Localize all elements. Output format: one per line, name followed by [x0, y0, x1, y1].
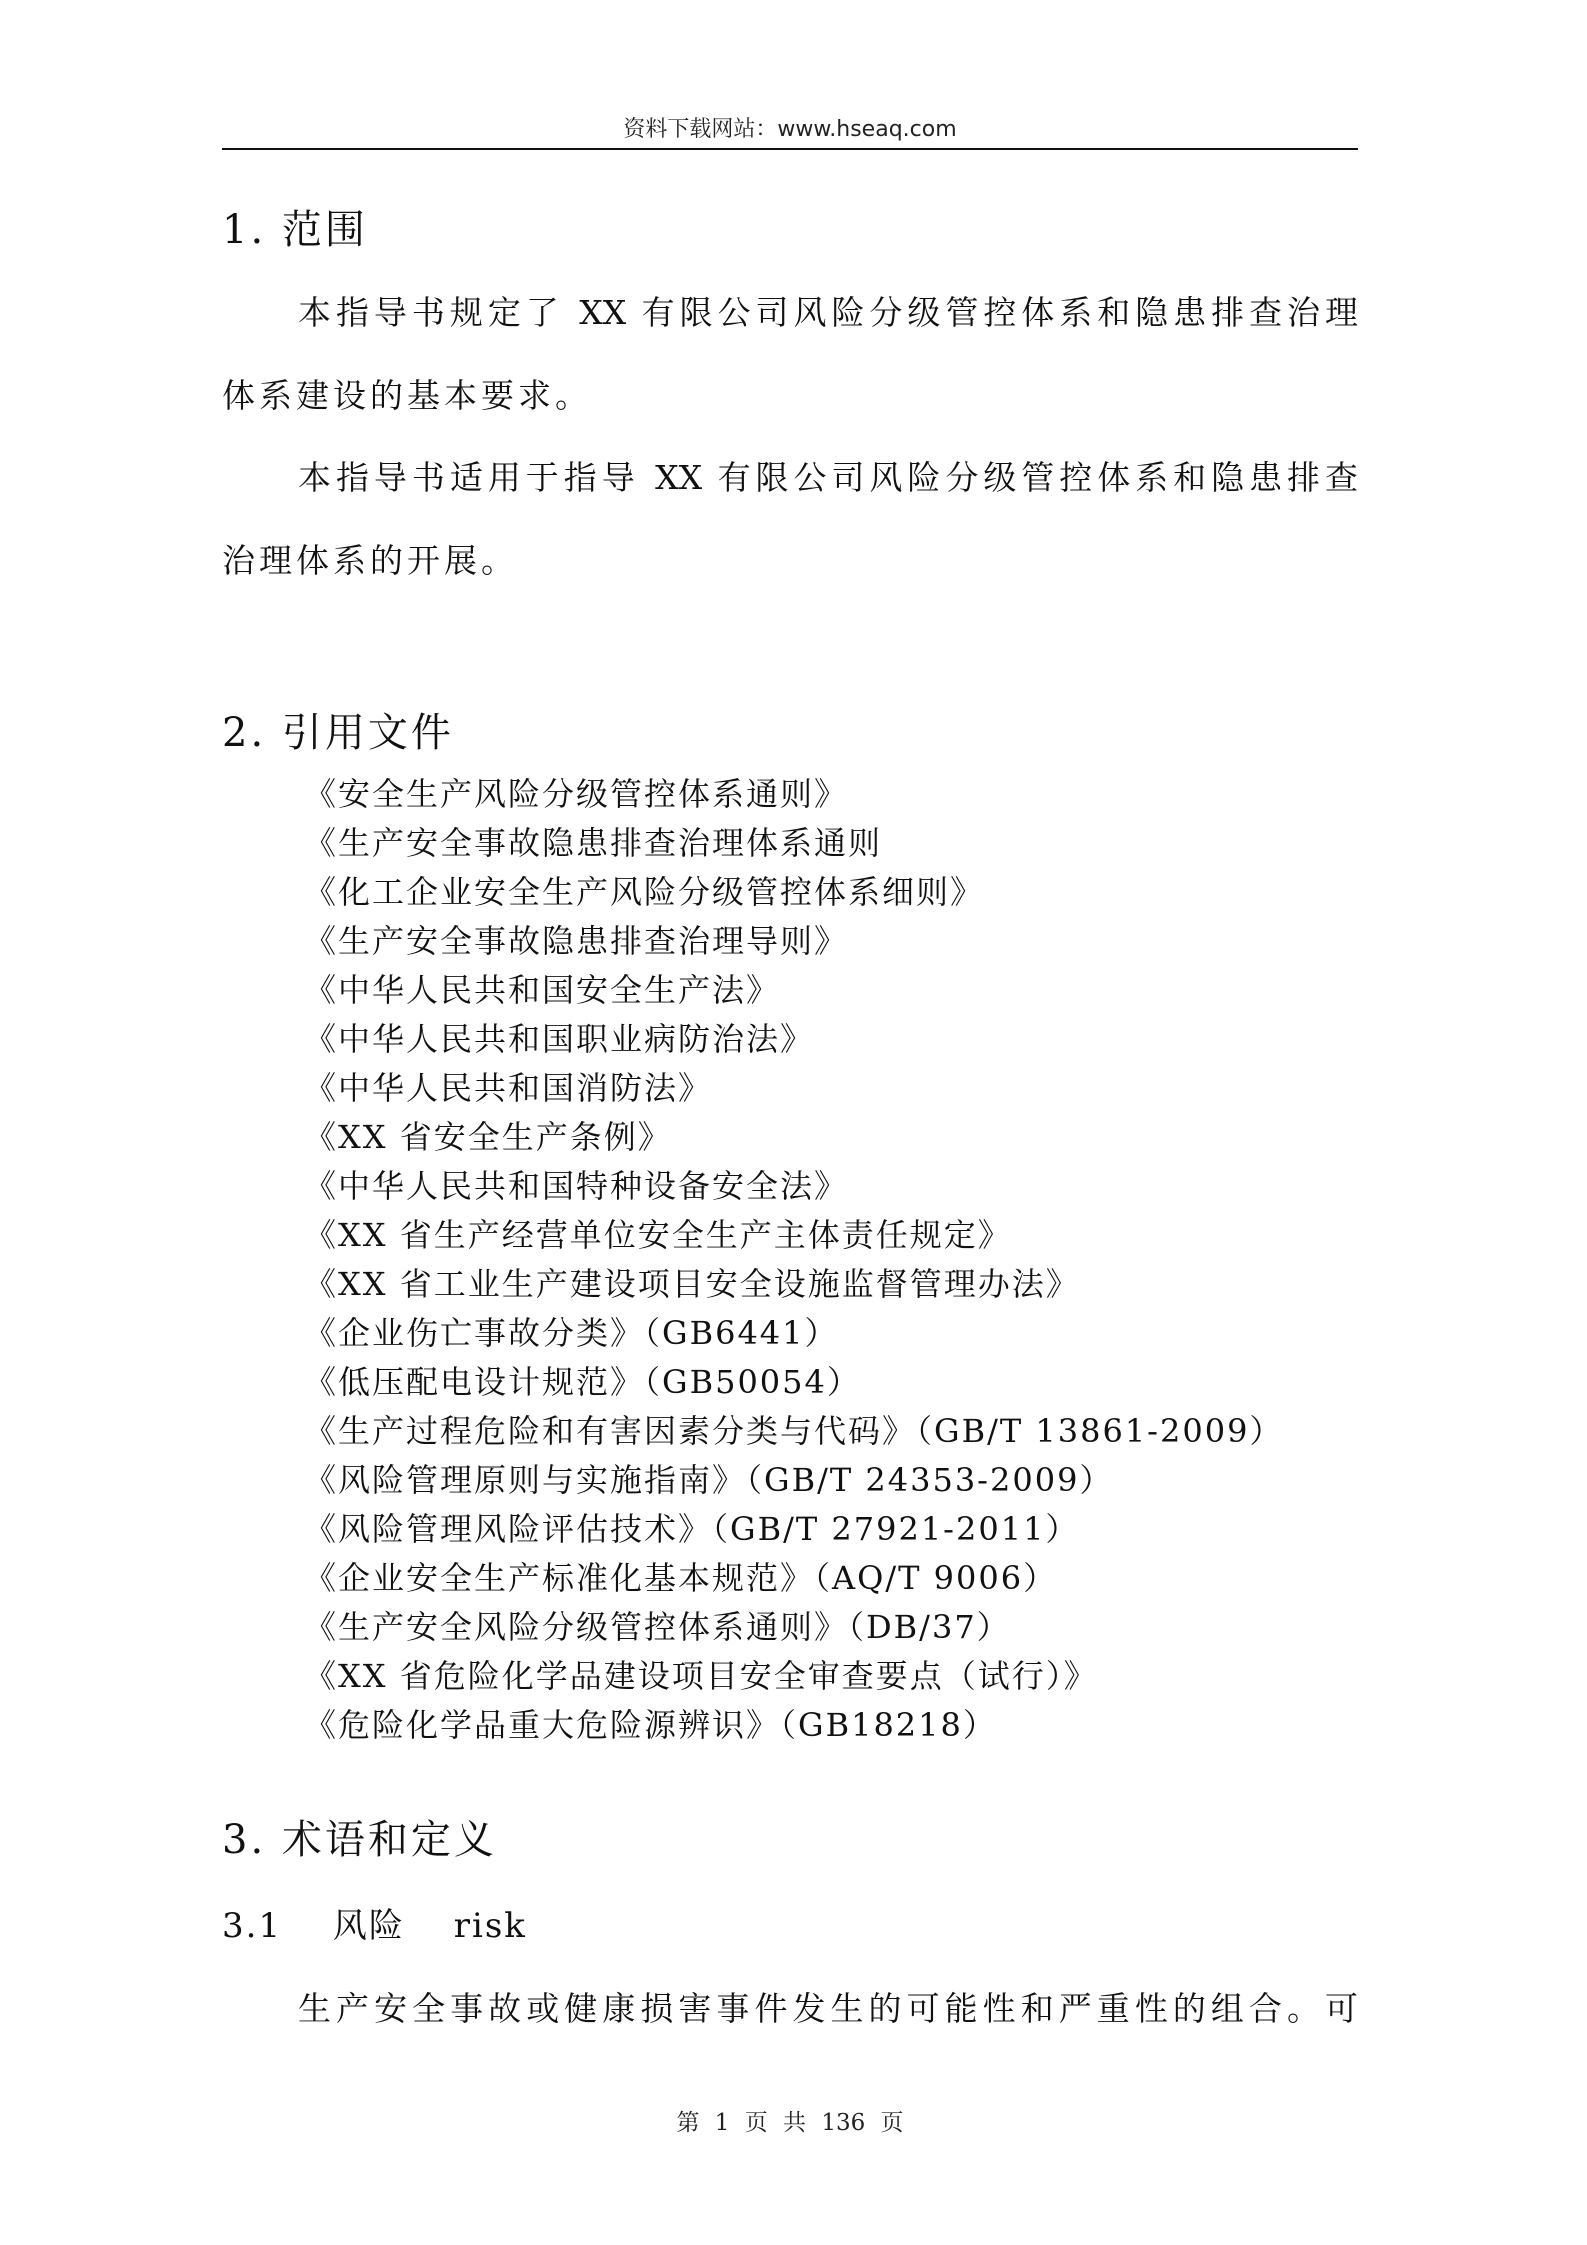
reference-item: 《安全生产风险分级管控体系通则》	[304, 775, 849, 813]
header-rule	[222, 148, 1358, 150]
reference-item: 《生产安全风险分级管控体系通则》（DB/37）	[304, 1608, 1011, 1646]
reference-list	[304, 770, 1358, 1750]
reference-item: 《XX 省危险化学品建设项目安全审查要点（试行）》	[304, 1657, 1098, 1695]
reference-item: 《低压配电设计规范》（GB50054）	[304, 1363, 861, 1401]
subsection-title-cn: 风险	[332, 1906, 405, 1946]
section-2-heading: 2. 引用文件	[222, 710, 454, 756]
reference-item: 《化工企业安全生产风险分级管控体系细则》	[304, 873, 985, 911]
subsection-number: 3.1	[222, 1906, 283, 1946]
section-1-para-2-line-1: 本指导书适用于指导 XX 有限公司风险分级管控体系和隐患排查	[298, 458, 1358, 497]
reference-item: 《生产安全事故隐患排查治理体系通则	[304, 824, 883, 862]
reference-item: 《XX 省生产经营单位安全生产主体责任规定》	[304, 1216, 1012, 1254]
reference-item: 《中华人民共和国职业病防治法》	[304, 1020, 815, 1058]
subsection-3-1-heading	[222, 1898, 527, 1947]
reference-item: 《企业伤亡事故分类》（GB6441）	[304, 1314, 839, 1352]
section-1-para-1-line-1: 本指导书规定了 XX 有限公司风险分级管控体系和隐患排查治理	[298, 293, 1358, 332]
reference-item: 《中华人民共和国消防法》	[304, 1069, 713, 1107]
section-1-para-2-line-2: 治理体系的开展。	[222, 541, 518, 580]
reference-item: 《XX 省工业生产建设项目安全设施监督管理办法》	[304, 1265, 1080, 1303]
page-header: 资料下载网站：www.hseaq.com	[623, 117, 957, 142]
section-3-para-1-line-1: 生产安全事故或健康损害事件发生的可能性和严重性的组合。可	[298, 1989, 1358, 2028]
reference-item: 《中华人民共和国特种设备安全法》	[304, 1167, 849, 1205]
reference-item: 《企业安全生产标准化基本规范》（AQ/T 9006）	[304, 1559, 1058, 1597]
reference-item: 《XX 省安全生产条例》	[304, 1118, 672, 1156]
reference-item: 《生产过程危险和有害因素分类与代码》（GB/T 13861-2009）	[304, 1412, 1284, 1450]
reference-item: 《生产安全事故隐患排查治理导则》	[304, 922, 849, 960]
reference-item: 《危险化学品重大危险源辨识》（GB18218）	[304, 1706, 997, 1744]
subsection-title-en: risk	[453, 1906, 527, 1946]
page-footer: 第 1 页 共 136 页	[676, 2110, 904, 2136]
reference-item: 《风险管理风险评估技术》（GB/T 27921-2011）	[304, 1510, 1080, 1548]
section-1-para-1-line-2: 体系建设的基本要求。	[222, 376, 592, 415]
reference-item: 《风险管理原则与实施指南》（GB/T 24353-2009）	[304, 1461, 1114, 1499]
section-3-heading: 3. 术语和定义	[222, 1817, 497, 1863]
section-1-heading: 1. 范围	[222, 207, 368, 253]
reference-item: 《中华人民共和国安全生产法》	[304, 971, 781, 1009]
